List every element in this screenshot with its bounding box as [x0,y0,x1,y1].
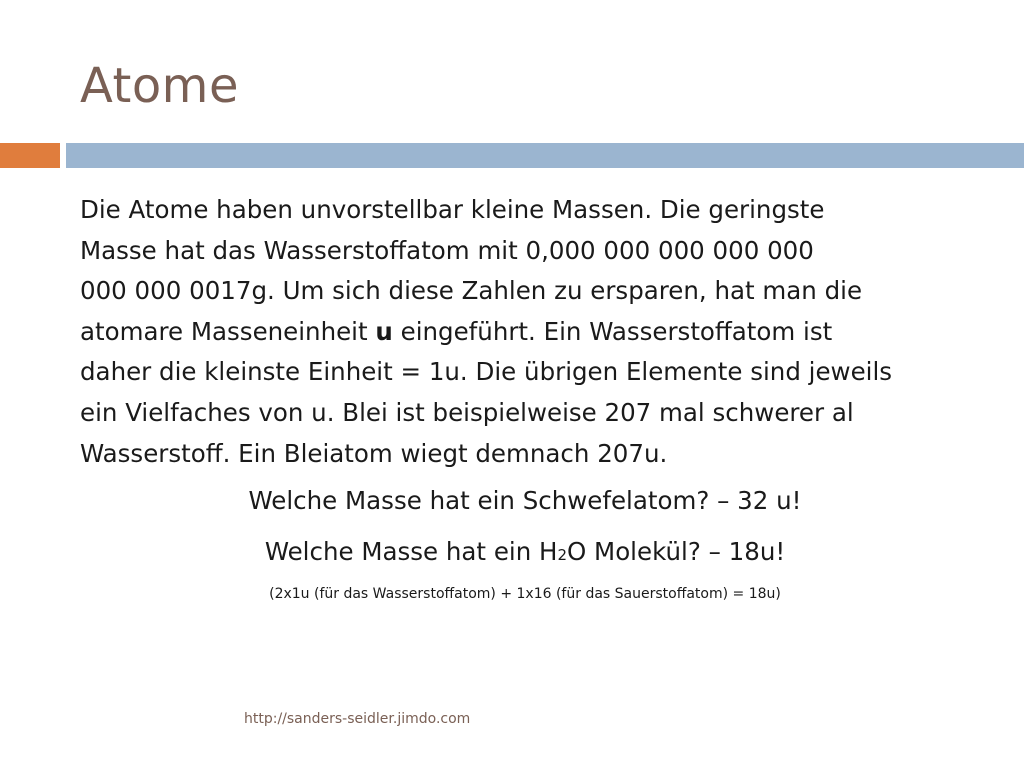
slide-title: Atome [80,58,239,114]
calculation-note: (2x1u (für das Wasserstoffatom) + 1x16 (für das Sauerstoffatom) = 18u) [269,586,781,602]
paragraph-line [80,312,980,353]
paragraph-text: eingeführt. Ein Wasserstoffatom ist [392,316,833,346]
paragraph-text: atomare Masseneinheit [80,316,376,346]
subscript: 2 [557,546,567,564]
paragraph-line: ein Vielfaches von u. Blei ist beispielweise 207 mal schwerer al [80,397,854,427]
paragraph-line: Wasserstoff. Ein Bleiatom wiegt demnach 207u. [80,438,668,468]
paragraph-line: daher die kleinste Einheit = 1u. Die übrigen Elemente sind jeweils [80,357,893,387]
unit-symbol: u [375,316,393,346]
accent-bar-orange [0,143,60,168]
footer-url: http://sanders-seidler.jimdo.com [244,711,471,727]
question-text: O Molekül? – 18u! [566,537,786,566]
question-water [0,537,1024,566]
question-text: Welche Masse hat ein H [264,537,558,566]
paragraph-line: Die Atome haben unvorstellbar kleine Massen. Die geringste [80,195,825,224]
body-paragraph [80,190,980,474]
paragraph-line: 000 000 0017g. Um sich diese Zahlen zu ersparen, hat man die [80,276,863,306]
paragraph-line: Masse hat das Wasserstoffatom mit 0,000 000 000 000 000 [80,235,814,265]
accent-bar-blue [66,143,1024,168]
question-sulfur: Welche Masse hat ein Schwefelatom? – 32 u! [248,486,802,515]
